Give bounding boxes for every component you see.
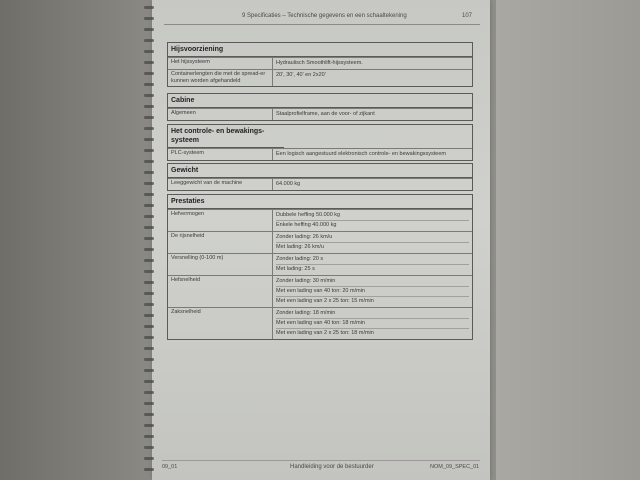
spiral-ring [144,182,154,185]
spiral-ring [144,17,154,20]
row-label: Containerlengten die met de spread-er kunnen worden afgehandeld [168,70,273,86]
section-cabine [167,93,473,121]
row-label: Hefsnelheid [168,276,273,307]
row-value [273,109,472,120]
spiral-ring [144,94,154,97]
table-row [168,275,472,307]
spiral-ring [144,237,154,240]
section-prestaties [167,194,473,340]
spiral-ring [144,138,154,141]
value-line: Enkele heffing 40.000 kg [276,220,469,230]
row-value [273,70,472,86]
spiral-ring [144,61,154,64]
value-line: Zonder lading: 20 s [276,256,324,262]
value-line: 20', 30', 40' en 2x20' [276,72,326,78]
spiral-ring [144,226,154,229]
table-row [168,231,472,253]
spiral-ring [144,149,154,152]
spiral-ring [144,270,154,273]
value-line: Met een lading van 2 x 25 ton: 15 m/min [276,296,469,306]
row-value [273,232,472,253]
row-label: De rijsnelheid [168,232,273,253]
section-title: Prestaties [168,195,472,209]
value-line: Met lading: 25 s [276,264,469,274]
value-line: Zonder lading: 30 m/min [276,278,336,284]
header-title: 9 Specificaties – Technische gegevens en een schaaltekening [242,13,407,19]
row-label: Het hijssysteem [168,58,273,69]
spiral-ring [144,39,154,42]
row-value [273,58,472,69]
spiral-ring [144,325,154,328]
spiral-ring [144,358,154,361]
table-row [168,307,472,339]
spiral-ring [144,380,154,383]
row-value [273,308,472,339]
footer-left: 09_01 [162,464,178,470]
table-row [168,108,472,120]
footer-center: Handleiding voor de bestuurder [290,464,374,470]
header-divider [164,24,480,25]
spiral-ring [144,468,154,471]
value-line: Zonder lading: 18 m/min [276,310,336,316]
row-label: Algemeen [168,109,273,120]
page-number: 107 [461,13,472,19]
value-line: Met een lading van 40 ton: 18 m/min [276,318,469,328]
footer-divider [162,460,480,461]
footer-right: NOM_09_SPEC_01 [430,464,480,470]
row-label: PLC-systeem [168,149,273,160]
spiral-ring [144,314,154,317]
table-row [168,253,472,275]
spiral-ring [144,83,154,86]
spiral-ring [144,457,154,460]
value-line: Hydraulisch Smoothlift-hijssysteem. [276,60,363,66]
spiral-ring [144,336,154,339]
row-value [273,210,472,231]
table-row [168,178,472,190]
row-label: Zaksnelheid [168,308,273,339]
spiral-ring [144,413,154,416]
spiral-ring [144,281,154,284]
spiral-ring [144,72,154,75]
section-hijsvoorziening [167,42,473,87]
value-line: 64.000 kg [276,181,301,187]
table-row [168,57,472,69]
spiral-ring [144,446,154,449]
row-label: Leeggewicht van de machine [168,179,273,190]
value-line: Een logisch aangestuurd elektronisch controle- en bewakingssysteem [276,151,446,157]
spiral-ring [144,435,154,438]
row-label: Hefvermogen [168,210,273,231]
value-line: Met lading: 26 km/u [276,242,469,252]
table-row [168,148,472,160]
spiral-ring [144,116,154,119]
spiral-ring [144,127,154,130]
row-value [273,254,472,275]
value-line: Zonder lading: 26 km/u [276,234,333,240]
spiral-ring [144,215,154,218]
spiral-ring [144,402,154,405]
spiral-ring [144,259,154,262]
section-title: Het controle- en bewakings-systeem [168,125,284,148]
spiral-ring [144,160,154,163]
spiral-ring [144,105,154,108]
spiral-ring [144,347,154,350]
spiral-ring [144,248,154,251]
section-title: Gewicht [168,164,472,178]
spiral-ring [144,193,154,196]
section-title: Cabine [168,94,472,108]
spiral-ring [144,6,154,9]
spiral-ring [144,292,154,295]
spiral-ring [144,28,154,31]
value-line: Met een lading van 2 x 25 ton: 18 m/min [276,328,469,338]
section-controle [167,124,473,161]
value-line: Met een lading van 40 ton: 20 m/min [276,286,469,296]
value-line: Staalprofielframe, aan de voor- of zijkant [276,111,375,117]
spiral-ring [144,424,154,427]
spiral-ring [144,369,154,372]
spiral-ring [144,50,154,53]
table-row [168,209,472,231]
document-page [152,0,490,480]
row-label: Versnelling (0-100 m) [168,254,273,275]
spiral-ring [144,204,154,207]
background-right [496,0,640,480]
row-value [273,179,472,190]
row-value [273,149,472,160]
value-line: Dubbele heffing 50.000 kg [276,212,341,218]
spiral-ring [144,391,154,394]
table-row [168,69,472,86]
spiral-binding [144,0,156,480]
section-gewicht [167,163,473,191]
spiral-ring [144,303,154,306]
section-title: Hijsvoorziening [168,43,472,57]
row-value [273,276,472,307]
background-left [0,0,150,480]
spiral-ring [144,171,154,174]
